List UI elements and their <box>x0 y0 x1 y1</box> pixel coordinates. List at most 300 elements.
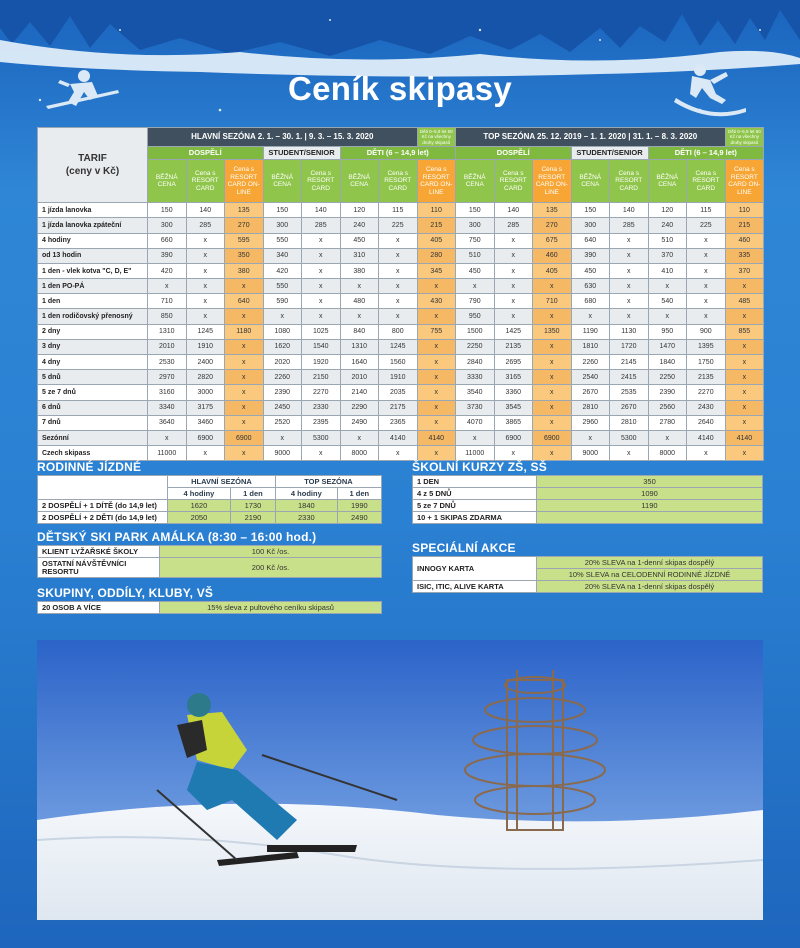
price-cell: x <box>417 355 456 370</box>
price-cell: x <box>340 279 379 294</box>
col-bezna-header: BĚŽNÁ CENA <box>263 160 302 203</box>
price-cell: 4140 <box>379 430 418 445</box>
price-cell: 2395 <box>302 415 341 430</box>
price-cell: x <box>494 279 533 294</box>
price-cell: 140 <box>494 203 533 218</box>
price-cell: 2330 <box>302 400 341 415</box>
row-label: 1 den rodičovský přenosný <box>38 309 148 324</box>
col-resort-header: Cena s RESORT CARD <box>494 160 533 203</box>
price-cell: 450 <box>571 263 610 278</box>
price-row <box>38 400 764 415</box>
price-cell: 240 <box>648 218 687 233</box>
price-cell: x <box>456 279 495 294</box>
price-cell: 6900 <box>186 430 225 445</box>
price-cell: x <box>687 263 726 278</box>
price-row <box>38 248 764 263</box>
price-cell: 370 <box>648 248 687 263</box>
rodinne-sub: 1 den <box>337 488 381 500</box>
price-cell: 2970 <box>148 370 187 385</box>
rodinne-value: 2050 <box>168 512 231 524</box>
price-cell: 11000 <box>148 446 187 461</box>
price-row <box>38 339 764 354</box>
price-cell: 2010 <box>340 370 379 385</box>
price-cell: x <box>225 385 264 400</box>
col-online-header: Cena s RESORT CARD ON-LINE <box>225 160 264 203</box>
price-cell: 850 <box>148 309 187 324</box>
price-cell: 115 <box>687 203 726 218</box>
price-cell: 1080 <box>263 324 302 339</box>
price-cell: 2535 <box>610 385 649 400</box>
price-cell: x <box>186 248 225 263</box>
price-cell: 1910 <box>379 370 418 385</box>
rodinne-value: 2490 <box>337 512 381 524</box>
price-cell: 2840 <box>456 355 495 370</box>
price-cell: x <box>571 309 610 324</box>
price-cell: x <box>263 309 302 324</box>
price-cell: 2520 <box>263 415 302 430</box>
price-cell: 750 <box>456 233 495 248</box>
price-cell: x <box>263 430 302 445</box>
price-cell: 2490 <box>340 415 379 430</box>
price-cell: 2450 <box>263 400 302 415</box>
price-cell: 120 <box>340 203 379 218</box>
child-badge: Děti 0–5,9 let 50 Kč na všechny druhy skipasů <box>726 128 764 146</box>
price-cell: 3545 <box>494 400 533 415</box>
price-cell: x <box>302 446 341 461</box>
price-cell: 2820 <box>186 370 225 385</box>
price-cell: x <box>494 233 533 248</box>
price-row <box>38 446 764 461</box>
price-cell: 2810 <box>610 415 649 430</box>
price-cell: 2145 <box>610 355 649 370</box>
price-cell: 240 <box>340 218 379 233</box>
price-cell: x <box>610 309 649 324</box>
price-cell: 2020 <box>263 355 302 370</box>
price-cell: 335 <box>725 248 764 263</box>
tarif-sub: (ceny v Kč) <box>65 166 120 178</box>
price-cell: 390 <box>148 248 187 263</box>
price-cell: 450 <box>340 233 379 248</box>
price-cell: x <box>610 446 649 461</box>
price-cell: 950 <box>648 324 687 339</box>
price-cell: 4070 <box>456 415 495 430</box>
price-cell: x <box>379 446 418 461</box>
innogy-label: INNOGY KARTA <box>413 557 537 581</box>
price-cell: 215 <box>417 218 456 233</box>
price-cell: 350 <box>225 248 264 263</box>
price-row <box>38 430 764 445</box>
price-cell: 3000 <box>186 385 225 400</box>
price-cell: x <box>687 294 726 309</box>
price-cell: x <box>533 400 572 415</box>
season-main-header: HLAVNÍ SEZÓNA 2. 1. – 30. 1. | 9. 3. – 15. 3. 2020 <box>148 128 418 147</box>
price-cell: 150 <box>148 203 187 218</box>
price-cell: 6900 <box>494 430 533 445</box>
detsky-value: 200 Kč /os. <box>160 558 382 578</box>
price-cell: x <box>148 430 187 445</box>
price-cell: 5300 <box>302 430 341 445</box>
price-cell: 950 <box>456 309 495 324</box>
badge-cell-2 <box>725 128 764 147</box>
skolni-table <box>412 475 763 524</box>
price-cell: 2390 <box>263 385 302 400</box>
skolni-row-label: 4 z 5 DNŮ <box>413 488 537 500</box>
price-cell: 4140 <box>725 430 764 445</box>
isic-value: 20% SLEVA na 1-denní skipas dospělý <box>537 581 763 593</box>
price-cell: x <box>533 339 572 354</box>
detsky-heading: DĚTSKÝ SKI PARK AMÁLKA (8:30 – 16:00 hod.) <box>37 530 317 544</box>
row-label: 3 dny <box>38 339 148 354</box>
price-cell: x <box>186 263 225 278</box>
price-row <box>38 370 764 385</box>
price-cell: 840 <box>340 324 379 339</box>
price-cell: 285 <box>494 218 533 233</box>
price-cell: 1840 <box>648 355 687 370</box>
price-cell: 9000 <box>571 446 610 461</box>
price-cell: 270 <box>225 218 264 233</box>
skolni-value: 1090 <box>537 488 763 500</box>
price-cell: x <box>610 233 649 248</box>
price-cell: 2270 <box>687 385 726 400</box>
price-cell: 855 <box>725 324 764 339</box>
price-cell: 135 <box>225 203 264 218</box>
price-cell: x <box>571 430 610 445</box>
price-cell: 380 <box>340 263 379 278</box>
rodinne-value: 2190 <box>230 512 275 524</box>
price-cell: 2780 <box>648 415 687 430</box>
price-cell: 1310 <box>340 339 379 354</box>
price-cell: 225 <box>687 218 726 233</box>
price-cell: x <box>725 446 764 461</box>
price-cell: 2260 <box>571 355 610 370</box>
skupiny-value: 15% sleva z pultového ceníku skipasů <box>160 602 382 614</box>
price-cell: 3460 <box>186 415 225 430</box>
price-cell: 285 <box>302 218 341 233</box>
price-cell: x <box>379 279 418 294</box>
price-cell: x <box>225 355 264 370</box>
price-cell: 675 <box>533 233 572 248</box>
price-cell: 3175 <box>186 400 225 415</box>
price-cell: x <box>725 385 764 400</box>
innogy-value: 20% SLEVA na 1-denní skipas dospělý <box>537 557 763 569</box>
price-cell: 640 <box>225 294 264 309</box>
price-cell: 1025 <box>302 324 341 339</box>
price-cell: 2175 <box>379 400 418 415</box>
price-cell: 110 <box>725 203 764 218</box>
price-cell: 2140 <box>340 385 379 400</box>
col-resort-header: Cena s RESORT CARD <box>379 160 418 203</box>
price-cell: x <box>610 263 649 278</box>
tarif-header <box>38 128 148 203</box>
price-cell: x <box>456 430 495 445</box>
detsky-row-label: KLIENT LYŽAŘSKÉ ŠKOLY <box>38 546 160 558</box>
price-cell: 1350 <box>533 324 572 339</box>
price-cell: x <box>417 279 456 294</box>
price-cell: 485 <box>725 294 764 309</box>
price-cell: x <box>610 279 649 294</box>
skupiny-table <box>37 601 382 614</box>
price-cell: 590 <box>263 294 302 309</box>
ski-resort-photo <box>37 640 763 920</box>
price-cell: 450 <box>456 263 495 278</box>
price-cell: x <box>225 309 264 324</box>
isic-label: ISIC, ITIC, ALIVE KARTA <box>413 581 537 593</box>
price-cell: 2530 <box>148 355 187 370</box>
price-cell: 285 <box>610 218 649 233</box>
price-cell: x <box>186 233 225 248</box>
skier-and-sky-walk-illustration <box>37 640 763 920</box>
group-child: DĚTI (6 – 14,9 let) <box>340 147 456 160</box>
price-cell: 2250 <box>456 339 495 354</box>
price-cell: 2270 <box>302 385 341 400</box>
price-cell: 1720 <box>610 339 649 354</box>
price-cell: 2135 <box>687 370 726 385</box>
price-cell: 510 <box>648 233 687 248</box>
price-cell: 1395 <box>687 339 726 354</box>
price-row <box>38 309 764 324</box>
price-cell: x <box>494 309 533 324</box>
price-cell: x <box>533 279 572 294</box>
price-row <box>38 324 764 339</box>
price-cell: x <box>687 233 726 248</box>
price-row <box>38 279 764 294</box>
price-cell: 1810 <box>571 339 610 354</box>
price-cell: x <box>302 233 341 248</box>
price-cell: 150 <box>571 203 610 218</box>
row-label: 1 den PO-PÁ <box>38 279 148 294</box>
price-cell: x <box>302 263 341 278</box>
price-cell: x <box>417 309 456 324</box>
price-cell: 140 <box>610 203 649 218</box>
price-cell: x <box>687 309 726 324</box>
row-label: 1 jízda lanovka zpáteční <box>38 218 148 233</box>
price-cell: 1130 <box>610 324 649 339</box>
price-cell: 3730 <box>456 400 495 415</box>
price-cell: 3640 <box>148 415 187 430</box>
price-cell: 2250 <box>648 370 687 385</box>
price-cell: 2415 <box>610 370 649 385</box>
price-cell: 1245 <box>379 339 418 354</box>
group-adult: DOSPĚLÍ <box>148 147 264 160</box>
price-cell: 285 <box>186 218 225 233</box>
rodinne-table <box>37 475 382 524</box>
price-cell: x <box>533 370 572 385</box>
price-cell: x <box>417 385 456 400</box>
price-cell: x <box>687 248 726 263</box>
price-row <box>38 263 764 278</box>
price-cell: 550 <box>263 279 302 294</box>
price-cell: 2035 <box>379 385 418 400</box>
price-cell: 460 <box>533 248 572 263</box>
rodinne-heading: RODINNÉ JÍZDNÉ <box>37 460 142 474</box>
price-cell: x <box>725 400 764 415</box>
price-cell: 2365 <box>379 415 418 430</box>
price-cell: 340 <box>263 248 302 263</box>
price-cell: 1190 <box>571 324 610 339</box>
price-cell: 1470 <box>648 339 687 354</box>
row-label: 1 den <box>38 294 148 309</box>
price-cell: 2290 <box>340 400 379 415</box>
price-cell: 9000 <box>263 446 302 461</box>
price-cell: 1750 <box>687 355 726 370</box>
rodinne-row-label: 2 DOSPĚLÍ + 1 DÍTĚ (do 14,9 let) <box>38 500 168 512</box>
price-cell: x <box>533 446 572 461</box>
price-cell: 2010 <box>148 339 187 354</box>
price-cell: x <box>494 294 533 309</box>
price-cell: 800 <box>379 324 418 339</box>
price-cell: 2135 <box>494 339 533 354</box>
col-resort-header: Cena s RESORT CARD <box>687 160 726 203</box>
price-cell: x <box>494 248 533 263</box>
rodinne-row-label: 2 DOSPĚLÍ + 2 DĚTI (do 14,9 let) <box>38 512 168 524</box>
price-table <box>37 127 764 461</box>
price-row <box>38 218 764 233</box>
price-cell: 115 <box>379 203 418 218</box>
rodinne-value: 2330 <box>275 512 337 524</box>
price-cell: x <box>379 233 418 248</box>
group-child: DĚTI (6 – 14,9 let) <box>648 147 764 160</box>
price-cell: x <box>533 415 572 430</box>
price-cell: x <box>648 430 687 445</box>
price-cell: 11000 <box>456 446 495 461</box>
price-cell: 225 <box>379 218 418 233</box>
price-cell: x <box>225 339 264 354</box>
price-cell: x <box>648 309 687 324</box>
col-resort-header: Cena s RESORT CARD <box>302 160 341 203</box>
price-cell: x <box>533 309 572 324</box>
price-cell: 370 <box>725 263 764 278</box>
price-cell: x <box>186 279 225 294</box>
page-title: Ceník skipasy <box>287 70 513 107</box>
price-cell: 1500 <box>456 324 495 339</box>
price-cell: 630 <box>571 279 610 294</box>
price-cell: x <box>302 294 341 309</box>
price-cell: 3165 <box>494 370 533 385</box>
price-cell: 300 <box>263 218 302 233</box>
price-cell: x <box>417 400 456 415</box>
group-student: STUDENT/SENIOR <box>263 147 340 160</box>
price-cell: 640 <box>571 233 610 248</box>
col-online-header: Cena s RESORT CARD ON-LINE <box>725 160 764 203</box>
row-label: 1 jízda lanovka <box>38 203 148 218</box>
price-cell: x <box>379 309 418 324</box>
price-cell: 1540 <box>302 339 341 354</box>
price-cell: 150 <box>263 203 302 218</box>
price-cell: 410 <box>648 263 687 278</box>
price-cell: 710 <box>148 294 187 309</box>
price-row <box>38 233 764 248</box>
price-cell: x <box>225 446 264 461</box>
detsky-value: 100 Kč /os. <box>160 546 382 558</box>
badge-cell-1 <box>417 128 456 147</box>
skolni-row-label: 5 ze 7 DNŮ <box>413 500 537 512</box>
tarif-label: TARIF <box>78 152 107 164</box>
price-row <box>38 294 764 309</box>
price-cell: 135 <box>533 203 572 218</box>
price-cell: x <box>725 370 764 385</box>
price-cell: x <box>225 279 264 294</box>
price-cell: 4140 <box>687 430 726 445</box>
price-cell: 2670 <box>571 385 610 400</box>
price-cell: 2640 <box>687 415 726 430</box>
skupiny-row-label: 20 OSOB A VÍCE <box>38 602 160 614</box>
col-online-header: Cena s RESORT CARD ON-LINE <box>533 160 572 203</box>
price-cell: 8000 <box>340 446 379 461</box>
price-cell: x <box>417 370 456 385</box>
price-cell: x <box>494 446 533 461</box>
price-cell: 8000 <box>648 446 687 461</box>
season-top-header: TOP SEZÓNA 25. 12. 2019 – 1. 1. 2020 | 31. 1. – 8. 3. 2020 <box>456 128 726 147</box>
price-cell: 660 <box>148 233 187 248</box>
price-cell: 1180 <box>225 324 264 339</box>
price-cell: 1620 <box>263 339 302 354</box>
price-cell: x <box>302 309 341 324</box>
price-cell: 710 <box>533 294 572 309</box>
price-cell: 3360 <box>494 385 533 400</box>
price-cell: 540 <box>648 294 687 309</box>
price-cell: 480 <box>340 294 379 309</box>
price-cell: 300 <box>456 218 495 233</box>
price-cell: 1910 <box>186 339 225 354</box>
price-cell: 595 <box>225 233 264 248</box>
row-label: 2 dny <box>38 324 148 339</box>
rodinne-hlavni: HLAVNÍ SEZÓNA <box>168 476 276 488</box>
price-cell: 345 <box>417 263 456 278</box>
col-bezna-header: BĚŽNÁ CENA <box>571 160 610 203</box>
row-label: 1 den - vlek kotva "C, D, E" <box>38 263 148 278</box>
price-cell: 1425 <box>494 324 533 339</box>
price-cell: x <box>725 279 764 294</box>
row-label: Czech skipass <box>38 446 148 461</box>
price-cell: 2430 <box>687 400 726 415</box>
price-cell: x <box>725 415 764 430</box>
price-cell: 390 <box>571 248 610 263</box>
price-cell: 420 <box>148 263 187 278</box>
col-resort-header: Cena s RESORT CARD <box>610 160 649 203</box>
price-cell: x <box>533 385 572 400</box>
price-cell: x <box>379 248 418 263</box>
skolni-heading: ŠKOLNÍ KURZY ZŠ, SŠ <box>412 460 547 474</box>
price-cell: 2560 <box>648 400 687 415</box>
price-cell: x <box>417 446 456 461</box>
price-cell: 420 <box>263 263 302 278</box>
price-cell: 1310 <box>148 324 187 339</box>
price-cell: 120 <box>648 203 687 218</box>
col-bezna-header: BĚŽNÁ CENA <box>148 160 187 203</box>
price-cell: 755 <box>417 324 456 339</box>
price-row <box>38 203 764 218</box>
price-cell: 2670 <box>610 400 649 415</box>
row-label: od 13 hodin <box>38 248 148 263</box>
price-cell: x <box>379 294 418 309</box>
col-bezna-header: BĚŽNÁ CENA <box>648 160 687 203</box>
row-label: 4 dny <box>38 355 148 370</box>
price-cell: x <box>379 263 418 278</box>
price-cell: x <box>494 263 533 278</box>
price-cell: 380 <box>225 263 264 278</box>
price-cell: 2150 <box>302 370 341 385</box>
rodinne-sub: 4 hodiny <box>168 488 231 500</box>
price-cell: x <box>610 248 649 263</box>
price-cell: 2810 <box>571 400 610 415</box>
col-online-header: Cena s RESORT CARD ON-LINE <box>417 160 456 203</box>
detsky-row-label: OSTATNÍ NÁVŠTĚVNÍCI RESORTU <box>38 558 160 578</box>
price-cell: x <box>533 355 572 370</box>
price-cell: 1245 <box>186 324 225 339</box>
price-cell: 110 <box>417 203 456 218</box>
price-cell: 5300 <box>610 430 649 445</box>
price-cell: 280 <box>417 248 456 263</box>
